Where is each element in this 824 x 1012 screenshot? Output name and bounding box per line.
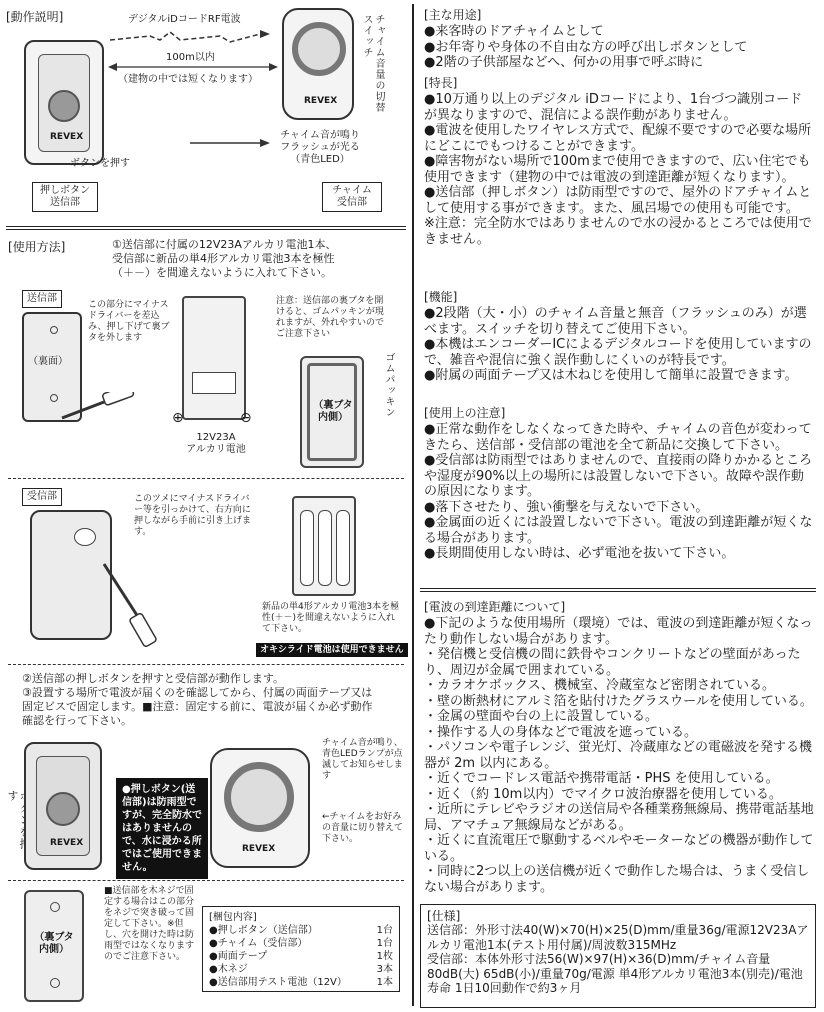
transmitter-tag: 送信部 <box>22 290 62 308</box>
text-line: ・操作する人の身体などで電波を遮っている。 <box>424 724 698 740</box>
aaa-battery-holder-illustration <box>292 496 356 596</box>
usage-step1: ①送信部に付属の12V23Aアルカリ電池1本、 受信部に新品の単4形アルカリ電池3本を極性 （＋－）を間違えないように入れて下さい。 <box>112 238 337 279</box>
specs-title: [仕様] <box>427 909 461 923</box>
plus-icon: ⊕ <box>172 410 184 426</box>
text-line: ●お年寄りや身体の不自由な方の呼び出しボタンとして <box>424 39 748 55</box>
speaker-ring-2-icon <box>224 762 294 832</box>
functions-title: [機能] <box>424 290 458 304</box>
aaa-note: 新品の単4形アルカリ電池3本を極性(＋－)を間違えないように入れて下さい。 <box>262 602 400 634</box>
transmitter-mounted-illustration: REVEX <box>24 742 102 870</box>
rf-wave-icon <box>110 28 270 46</box>
screwdriver-2-icon <box>100 560 180 650</box>
text-line: ・同時に2つ以上の送信機が近くで動作した場合は、うまく受信しない場合があります。 <box>424 864 810 895</box>
text-line: ・パソコンや電子レンジ、蛍光灯、冷蔵庫などの電磁波を発する機器が 2m 以内にある。 <box>424 740 813 771</box>
press-label: ボタンを押す <box>70 158 130 169</box>
text-line: 送信部：外形寸法40(W)×70(H)×25(D)mm/重量36g/電源12V23Aアルカリ電池1本(テスト用付属)/周波数315MHz <box>427 923 809 952</box>
transmitter-back-illustration: （裏面） <box>22 312 82 422</box>
package-item-qty: 3本 <box>376 964 393 975</box>
package-title: [梱包内容] <box>209 912 257 923</box>
text-line: ・近くに直流電圧で駆動するベルやモーターなどの機器が動作している。 <box>424 833 814 864</box>
main-use-title: [主な用途] <box>424 8 482 22</box>
usage-steps-2-3: ②送信部の押しボタンを押すと受信部が動作します。 ③設置する場所で電波が届くのを確認してから、付属の両面テープ又は 固定ビスで固定します。■注意：固定する前に、電波が届くか必ず動作 確認を行って下さい。 <box>22 672 373 727</box>
push-button-2-icon <box>46 792 80 826</box>
text-line: ●2段階（大・小）のチャイム音量と無音（フラッシュのみ）が選べます。スイッチを切り替えてご使用下さい。 <box>424 306 807 337</box>
text-line: ●受信部は防雨型ではありませんので、直接雨の降りかかるところや湿度が90%以上の場所には設置しないで下さい。故障や誤作動の原因になります。 <box>424 453 813 499</box>
column-divider <box>412 4 414 1006</box>
range-note: （建物の中では短くなります） <box>118 74 258 85</box>
text-line: ・カラオケボックス、機械室、冷蔵室など密閉されている。 <box>424 678 776 693</box>
volume-switch-label: チャイム音量の切替スイッチ <box>361 14 384 113</box>
text-line: ●落下させたり、強い衝撃を与えないで下さい。 <box>424 499 709 515</box>
package-contents-box <box>202 906 400 992</box>
text-line: ●金属面の近くには設置しないで下さい。電波の到達距離が短くなる場合があります。 <box>424 515 813 546</box>
text-line: ●2階の子供部屋などへ、何かの用事で呼ぶ時に <box>424 55 704 70</box>
features-list <box>424 92 814 247</box>
chime-arrow-icon <box>190 138 270 148</box>
package-item-qty: 1枚 <box>376 951 393 962</box>
range-value: 100m以内 <box>166 52 215 63</box>
specs-box <box>420 904 816 1008</box>
transmitter-illustration: REVEX <box>24 40 104 165</box>
text-line: ●障害物がない場所で100mまで使用できますので、広い住宅でも使用できます（建物の中では電波の到達距離が短くなります）。 <box>424 154 811 185</box>
text-line: ●下記のような使用場所（環境）では、電波の到達距離が短くなったり動作しない場合があります。 <box>424 616 813 647</box>
package-item <box>209 963 393 976</box>
range-list <box>424 616 814 895</box>
package-item <box>209 924 393 937</box>
section-divider-right <box>420 588 816 592</box>
text-line: ・発信機と受信機の間に鉄骨やコンクリートなどの壁面があったり、周辺が金属で囲まれている。 <box>424 647 801 678</box>
receiver-mounted-illustration: REVEX <box>210 748 310 868</box>
gasket-label: ゴムパッキン <box>383 352 394 418</box>
text-line: ※注意：完全防水ではありませんので水の浸かるところでは使用できません。 <box>424 216 812 247</box>
package-item-qty: 1台 <box>376 925 393 936</box>
screw-note: ■送信部を木ネジで固定する場合はこの部分をネジで突き破って固定して下さい。※但し、穴を開けた時は防雨型ではなくなりますのでご注意下さい。 <box>104 886 195 962</box>
functions-list <box>424 306 814 384</box>
waterproof-note: ●押しボタン(送信部)は防雨型ですが、完全防水ではありませんので、水に浸かる所ではご使用できません。 <box>116 778 208 879</box>
text-line: ・近くでコードレス電話や携帯電話・PHS を使用している。 <box>424 771 779 786</box>
text-line: ●正常な動作をしなくなってきた時や、チャイムの音色が変わってきたら、送信部・受信部の電池を全て新品に交換して下さい。 <box>424 422 812 453</box>
package-item-qty: 1台 <box>376 938 393 949</box>
transmitter-box: 押しボタン 送信部 <box>32 182 98 212</box>
range-title: [電波の到達距離について] <box>424 600 566 614</box>
specs-list <box>427 923 809 996</box>
package-item-name: ●押しボタン（送信部） <box>209 925 318 936</box>
speaker-ring-icon <box>292 22 346 76</box>
rf-label: デジタルiDコードRF電波 <box>128 14 241 25</box>
usage-title: [使用方法] <box>8 240 66 254</box>
package-item-name: ●木ネジ <box>209 964 248 975</box>
cautions-list <box>424 422 814 562</box>
text-line: ●長期間使用しない時は、必ず電池を抜いて下さい。 <box>424 546 735 561</box>
package-item-name: ●送信部用テスト電池（12V） <box>209 977 347 988</box>
receiver-tag: 受信部 <box>22 488 62 506</box>
package-item <box>209 937 393 950</box>
dashed-divider-2 <box>8 664 404 665</box>
chime-note: チャイム音が鳴り フラッシュが光る （青色LED） <box>280 130 360 165</box>
battery-12v-label: 12V23A アルカリ電池 <box>186 432 246 455</box>
cover-inside-illustration: （裏ブタ 内側） <box>300 356 364 468</box>
screwdriver-note: この部分にマイナスドライバーを差込み、押し下げて裏ブタを外します <box>88 300 170 343</box>
tab-note: このツメにマイナスドライバー等を引っかけて、右方向に押しながら手前に引き上げます。 <box>134 494 252 537</box>
operation-title: [動作説明] <box>6 10 64 24</box>
push-button-icon <box>48 90 80 122</box>
package-item <box>209 950 393 963</box>
text-line: ●10万通り以上のデジタル iDコードにより、1台づつ識別コードが異なりますので、混信による誤作動がありません。 <box>424 92 803 123</box>
screwdriver-icon <box>60 392 140 422</box>
receiver-box: チャイム 受信部 <box>322 182 382 212</box>
led-note: チャイム音が鳴り、青色LEDランプが点滅してお知らせします <box>322 738 403 781</box>
dashed-divider <box>8 478 404 479</box>
section-divider <box>6 226 406 230</box>
text-line: 受信部：本体外形寸法56(W)×97(H)×36(D)mm/チャイム音量80dB(大) 65dB(小)/重量70g/電源 単4形アルカリ電池3本(別売)/電池寿命 1日10回動作で約3ヶ月 <box>427 952 803 995</box>
package-list <box>209 924 393 989</box>
battery-compartment-illustration <box>182 296 246 420</box>
gasket-caution: 注意：送信部の裏ブタを開けると、ゴムパッキンが現れますが、外れやすいのでご注意下さい <box>276 296 385 339</box>
text-line: ●本機はエンコーダーICによるデジタルコードを使用していますので、雑音や混信に強く誤作動しにくいのが特長です。 <box>424 337 812 368</box>
cautions-title: [使用上の注意] <box>424 406 506 420</box>
receiver-illustration: REVEX <box>282 8 354 120</box>
text-line: ●来客時のドアチャイムとして <box>424 24 604 39</box>
text-line: ●電波を使用したワイヤレス方式で、配線不要ですので必要な場所にどこにでもつけることができます。 <box>424 123 812 154</box>
text-line: ・金属の壁面や台の上に設置している。 <box>424 709 659 724</box>
volume-note: ←チャイムをお好みの音量に切り替えて下さい。 <box>322 812 404 844</box>
package-item-name: ●チャイム（受信部） <box>209 938 308 949</box>
dashed-divider-3 <box>8 880 404 881</box>
text-line: ●送信部（押しボタン）は防雨型ですので、屋外のドアチャイムとして使用する事ができます。また、風呂場での使用も可能です。 <box>424 185 812 216</box>
push-button-vertical-label: す <box>6 790 19 802</box>
text-line: ●附属の両面テープ又は木ねじを使用して簡単に設置できます。 <box>424 368 798 383</box>
package-item <box>209 976 393 989</box>
main-use-list <box>424 24 814 71</box>
features-title: [特長] <box>424 76 458 90</box>
text-line: ・近所にテレビやラジオの送信局や各種業務無線局、携帯電話基地局、アマチュア無線局などがある。 <box>424 802 814 833</box>
oxyride-warning: オキシライド電池は使用できません <box>256 643 408 657</box>
cover-screw-illustration: （裏ブタ 内側） <box>24 890 84 1002</box>
package-item-qty: 1本 <box>376 977 393 988</box>
minus-icon: ⊖ <box>240 410 252 426</box>
text-line: ・近く（約 10m以内）でマイクロ波治療器を使用している。 <box>424 786 782 802</box>
package-item-name: ●両面テープ <box>209 951 268 962</box>
text-line: ・壁の断熱材にアルミ箔を貼付けたグラスウールを使用している。 <box>424 693 813 709</box>
